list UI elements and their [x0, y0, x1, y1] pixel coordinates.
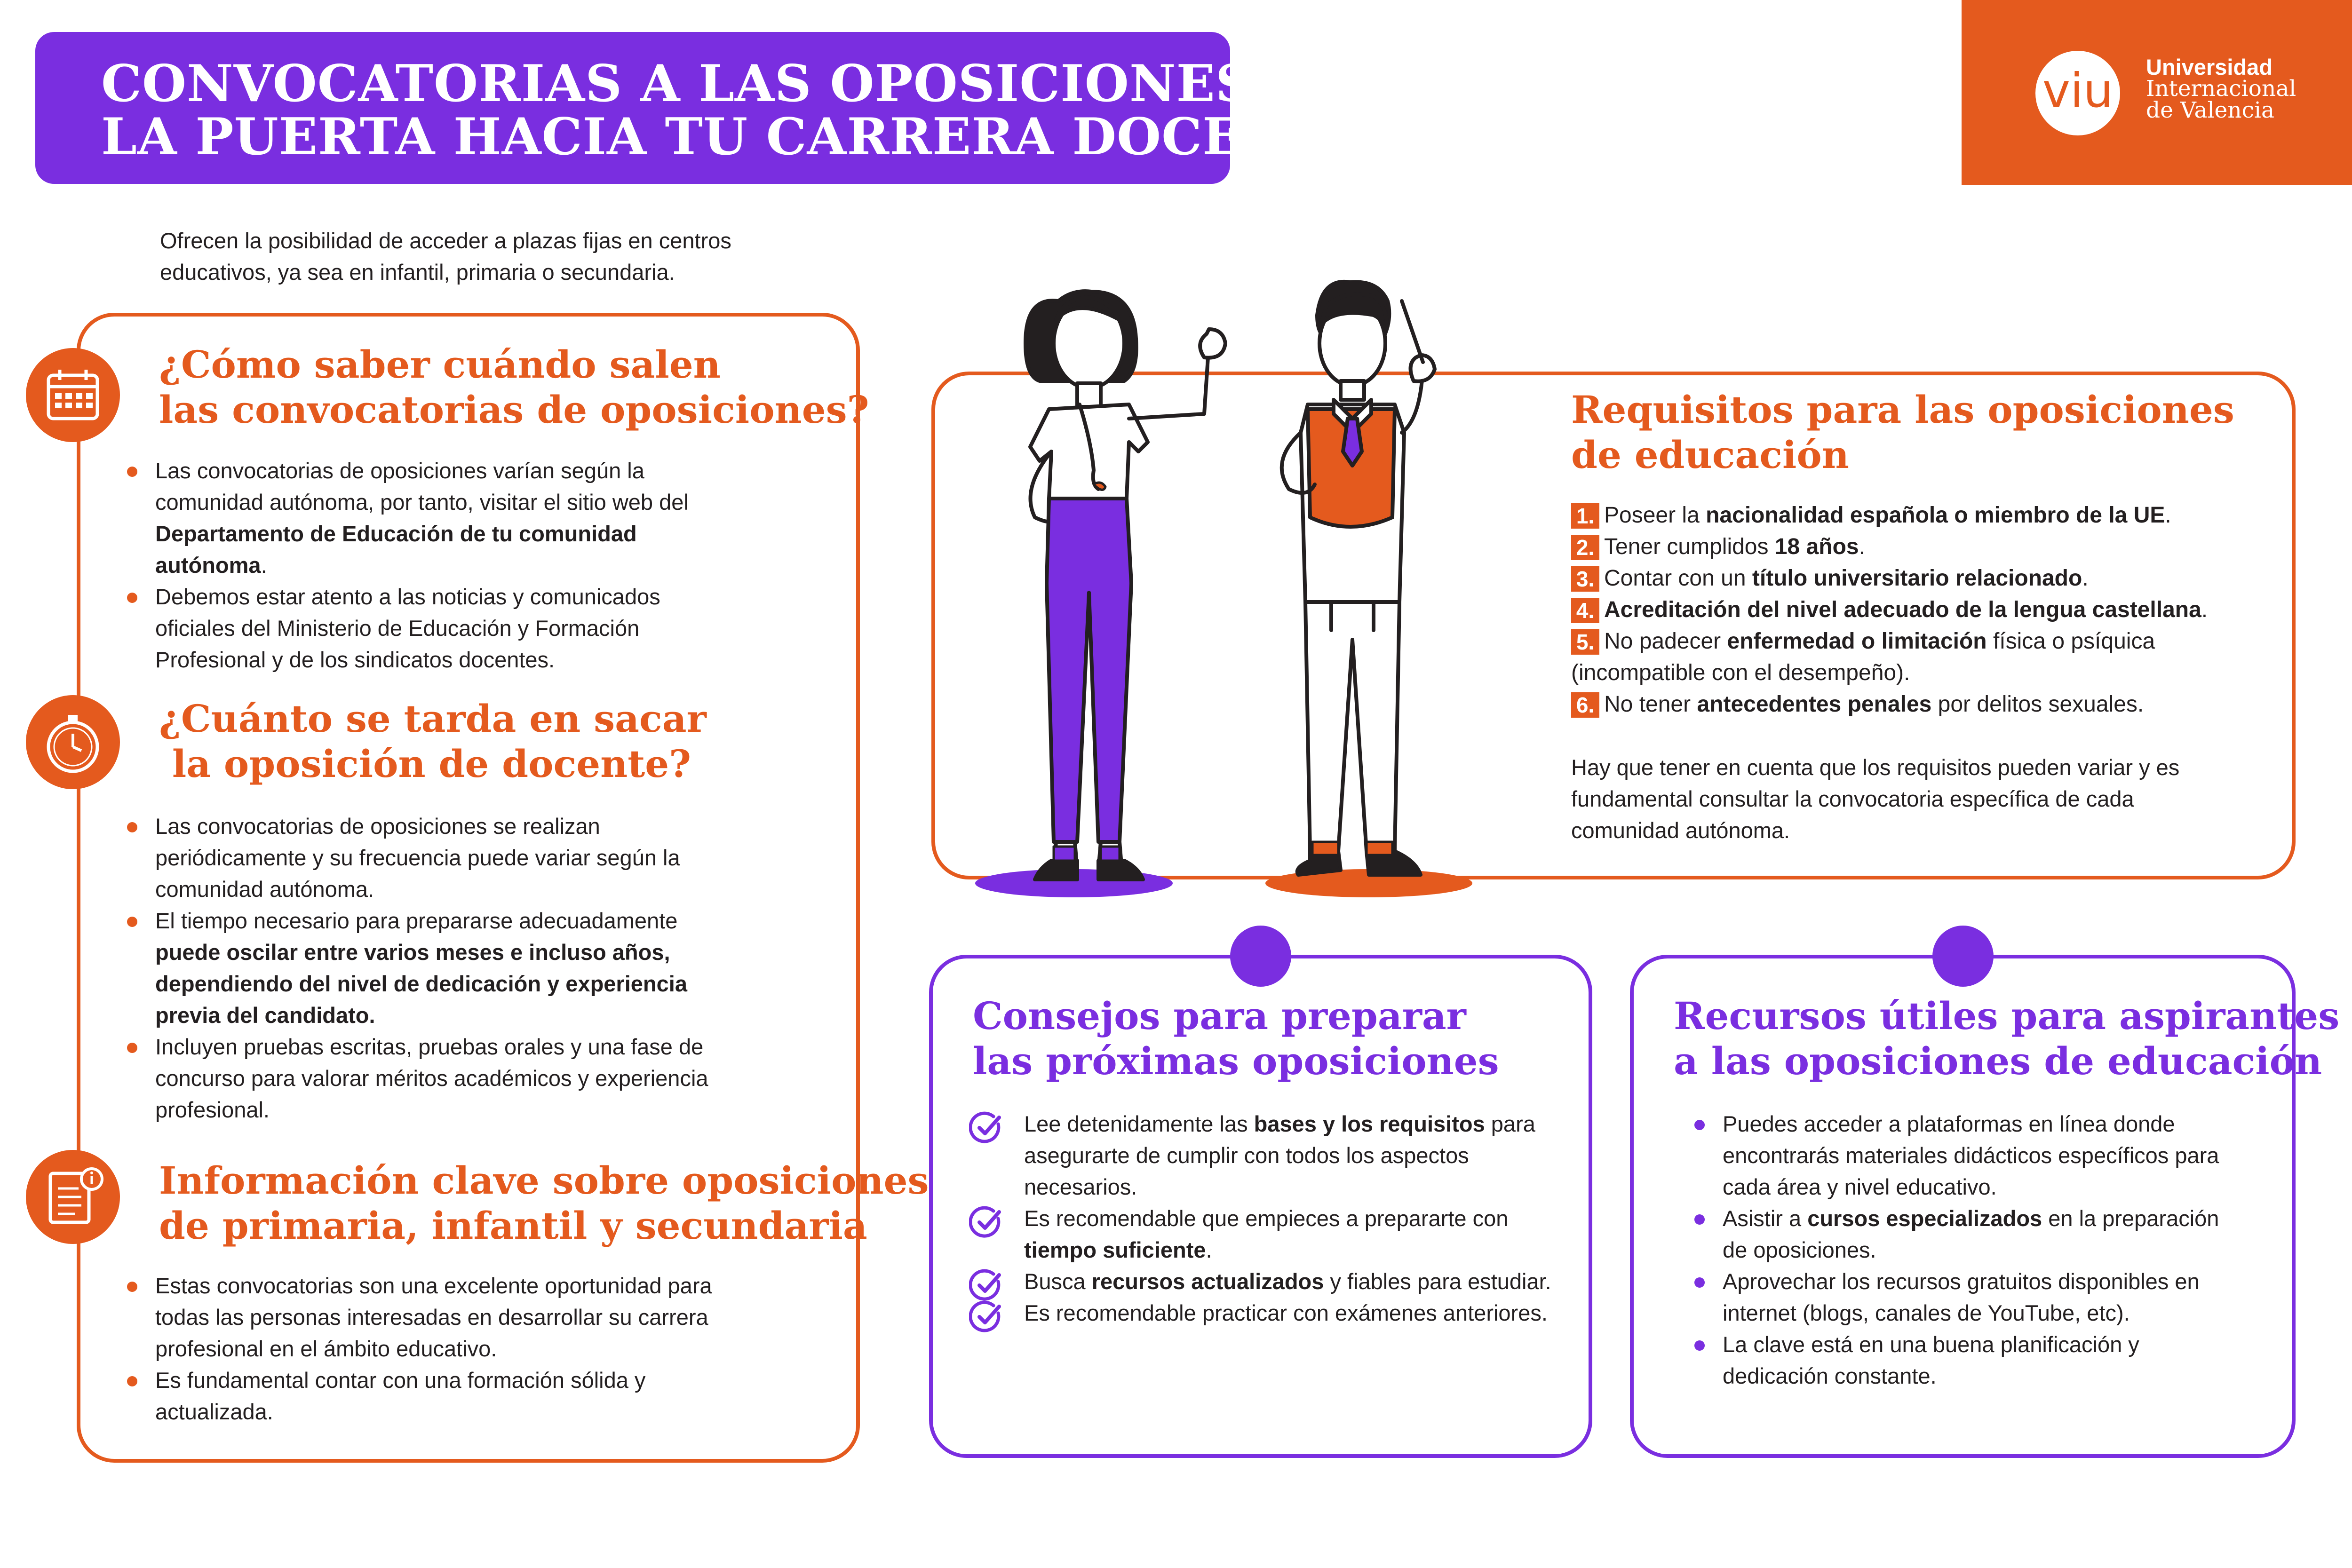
list-item: Las convocatorias de oposiciones se realizan periódicamente y su frecuencia puede variar según la comunidad autónoma.	[126, 810, 747, 905]
requirement-item-5: 5. No padecer enfermedad o limitación física o psíquica	[1571, 626, 2267, 657]
requirement-item-6: 6. No tener antecedentes penales por delitos sexuales.	[1571, 689, 2267, 720]
logo-line-1: Universidad	[2146, 55, 2273, 79]
resources-title	[1674, 993, 2339, 1084]
tips-title-line-1: Consejos para preparar	[973, 994, 1466, 1038]
check-circle-icon	[969, 1204, 1005, 1240]
tips-title-line-2: las próximas oposiciones	[973, 1039, 1499, 1083]
tip-item-2: Es recomendable que empieces a prepararte con tiempo suficiente.	[969, 1203, 1581, 1266]
stopwatch-icon	[26, 695, 120, 789]
resources-title-line-1: Recursos útiles para aspirantes	[1674, 994, 2340, 1038]
list-item: Debemos estar atento a las noticias y comunicados oficiales del Ministerio de Educación y Formación Profesional y de los sindicatos docentes.	[126, 581, 738, 675]
section-3-title-line-1: Información clave sobre oposiciones	[159, 1158, 929, 1203]
resources-list	[1693, 1108, 2239, 1392]
list-item: Estas convocatorias son una excelente oportunidad para todas las personas interesadas en desarrollar su carrera profesional en el ámbito educativo.	[126, 1270, 747, 1364]
university-logo[interactable]	[1962, 0, 2352, 185]
section-1-title-line-1: ¿Cómo saber cuándo salen	[159, 342, 721, 387]
list-item: El tiempo necesario para prepararse adecuadamente puede oscilar entre varios meses e incluso años, dependiendo del nivel de dedicación y experiencia previa del candidato.	[126, 905, 747, 1031]
requirement-item-1: 1. Poseer la nacionalidad española o miembro de la UE.	[1571, 499, 2267, 531]
section-3-title	[159, 1158, 929, 1248]
tips-panel-dot	[1230, 926, 1291, 987]
teachers-illustration	[969, 263, 1534, 903]
list-item: Las convocatorias de oposiciones varían según la comunidad autónoma, por tanto, visitar el sitio web del Departamento de Educación de tu comunidad autónoma.	[126, 455, 738, 581]
section-1-title-line-2: las convocatorias de oposiciones?	[159, 388, 869, 432]
check-circle-icon	[969, 1299, 1005, 1335]
intro-line-2: educativos, ya sea en infantil, primaria o secundaria.	[160, 260, 675, 285]
requirement-item-5-continuation: (incompatible con el desempeño).	[1571, 660, 1910, 685]
section-2-title-line-2: la oposición de docente?	[159, 742, 691, 786]
intro-line-1: Ofrecen la posibilidad de acceder a plazas fijas en centros	[160, 228, 731, 253]
section-2-bullets	[126, 810, 747, 1125]
logo-line-3: de Valencia	[2146, 97, 2274, 123]
list-item: Incluyen pruebas escritas, pruebas orales y una fase de concurso para valorar méritos académicos y experiencia profesional.	[126, 1031, 747, 1125]
logo-text	[2146, 56, 2296, 121]
requirements-note: Hay que tener en cuenta que los requisitos pueden variar y es fundamental consultar la convocatoria específica de cada comunidad autónoma.	[1571, 755, 2180, 843]
requirement-item-2: 2. Tener cumplidos 18 años.	[1571, 531, 2267, 562]
tips-title	[973, 993, 1499, 1084]
list-item: Es fundamental contar con una formación sólida y actualizada.	[126, 1364, 747, 1427]
intro-text	[160, 225, 818, 288]
tip-item-4: Es recomendable practicar con exámenes anteriores.	[969, 1297, 1581, 1329]
man-figure	[1282, 282, 1435, 875]
tip-item-1: Lee detenidamente las bases y los requisitos para asegurarte de cumplir con todos los aspectos necesarios.	[969, 1108, 1581, 1203]
requirements-title-line-2: de educación	[1571, 433, 1849, 477]
title-banner	[35, 32, 1366, 184]
requirements-title-line-1: Requisitos para las oposiciones	[1571, 388, 2234, 432]
list-item: La clave está en una buena planificación y dedicación constante.	[1693, 1329, 2239, 1392]
requirement-item-4: 4. Acreditación del nivel adecuado de la lengua castellana.	[1571, 594, 2267, 626]
check-circle-icon	[969, 1110, 1005, 1146]
requirement-item-3: 3. Contar con un título universitario relacionado.	[1571, 562, 2267, 594]
title-line-2: LA PUERTA HACIA TU CARRERA DOCENTE	[101, 107, 1366, 166]
section-2-title	[159, 696, 707, 786]
section-3-title-line-2: de primaria, infantil y secundaria	[159, 1204, 867, 1248]
list-item: Aprovechar los recursos gratuitos disponibles en internet (blogs, canales de YouTube, etc).	[1693, 1266, 2239, 1329]
tip-item-3: Busca recursos actualizados y fiables para estudiar.	[969, 1266, 1581, 1297]
section-2-title-line-1: ¿Cuánto se tarda en sacar	[159, 697, 707, 741]
requirements-title	[1571, 387, 2234, 477]
resources-panel-dot	[1932, 926, 1994, 987]
viu-logo-mark: viu	[2035, 51, 2120, 135]
section-1-title	[159, 342, 869, 432]
section-3-bullets	[126, 1270, 747, 1427]
section-1-bullets	[126, 455, 738, 675]
logo-line-2: Internacional	[2146, 76, 2296, 102]
calendar-icon	[26, 348, 120, 442]
list-item: Asistir a cursos especializados en la preparación de oposiciones.	[1693, 1203, 2239, 1266]
tips-list	[969, 1108, 1581, 1329]
requirements-list	[1571, 499, 2267, 720]
list-item: Puedes acceder a plataformas en línea donde encontrarás materiales didácticos específicos para cada área y nivel educativo.	[1693, 1108, 2239, 1203]
title-line-1: CONVOCATORIAS A LAS OPOSICIONES:	[101, 54, 1272, 113]
resources-title-line-2: a las oposiciones de educación	[1674, 1039, 2322, 1083]
woman-figure	[1025, 291, 1225, 879]
document-info-icon	[26, 1150, 120, 1244]
